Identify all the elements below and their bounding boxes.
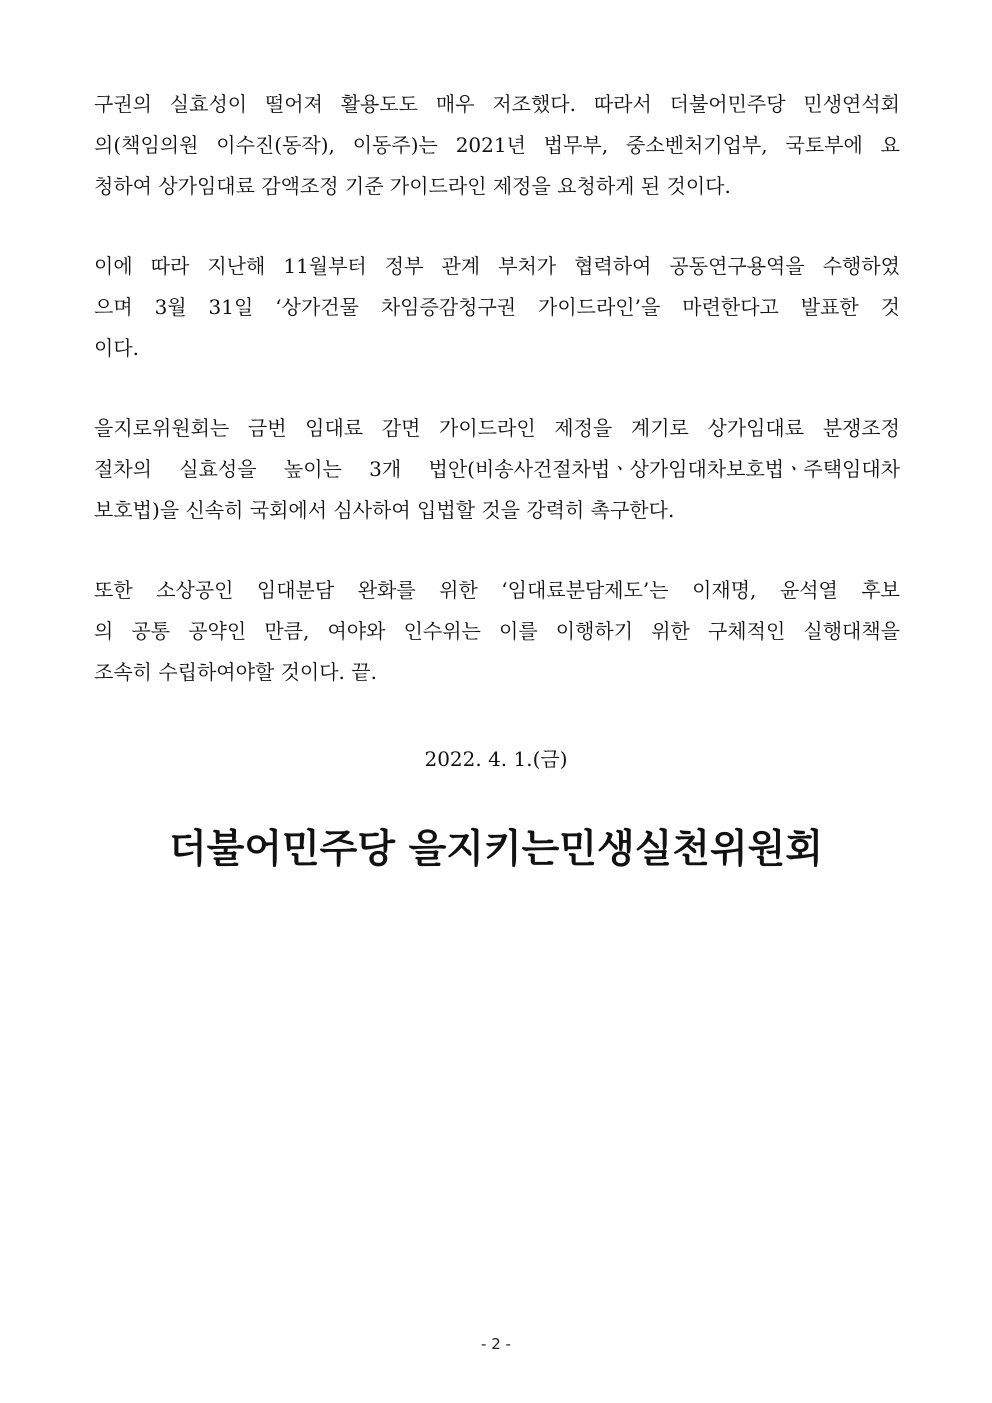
paragraph-3: [94, 408, 900, 531]
paragraph-1: [94, 84, 900, 207]
paragraph-line: 으며 3월 31일 ‘상가건물 차임증감청구권 가이드라인’을 마련한다고 발표한 것: [94, 295, 900, 319]
organization-name: 더불어민주당 을지키는민생실천위원회: [168, 827, 824, 872]
paragraph-2: [94, 246, 900, 369]
paragraph-line: 의 공통 공약인 만큼, 여야와 인수위는 이를 이행하기 위한 구체적인 실행대책을: [94, 619, 900, 643]
paragraph-line: 조속히 수립하여야할 것이다. 끝.: [94, 660, 377, 684]
paragraph-line: 을지로위원회는 금번 임대료 감면 가이드라인 제정을 계기로 상가임대료 분쟁조정: [94, 416, 900, 440]
paragraph-line: 구권의 실효성이 떨어져 활용도도 매우 저조했다. 따라서 더불어민주당 민생연석회: [94, 92, 900, 116]
paragraph-line: 이다.: [94, 336, 139, 360]
paragraph-line: 청하여 상가임대료 감액조정 기준 가이드라인 제정을 요청하게 된 것이다.: [94, 174, 731, 198]
release-date: 2022. 4. 1.(금): [424, 747, 568, 771]
paragraph-line: 절차의 실효성을 높이는 3개 법안(비송사건절차법ㆍ상가임대차보호법ㆍ주택임대차: [94, 457, 900, 481]
paragraph-line: 이에 따라 지난해 11월부터 정부 관계 부처가 협력하여 공동연구용역을 수행하였: [94, 254, 900, 278]
page-number: - 2 -: [481, 1335, 511, 1353]
body-text: [94, 84, 900, 732]
paragraph-line: 의(책임의원 이수진(동작), 이동주)는 2021년 법무부, 중소벤처기업부, 국토부에 요: [94, 133, 900, 157]
paragraph-4: [94, 570, 900, 693]
paragraph-line: 또한 소상공인 임대분담 완화를 위한 ‘임대료분담제도’는 이재명, 윤석열 후보: [94, 578, 900, 602]
paragraph-line: 보호법)을 신속히 국회에서 심사하여 입법할 것을 강력히 촉구한다.: [94, 498, 675, 522]
